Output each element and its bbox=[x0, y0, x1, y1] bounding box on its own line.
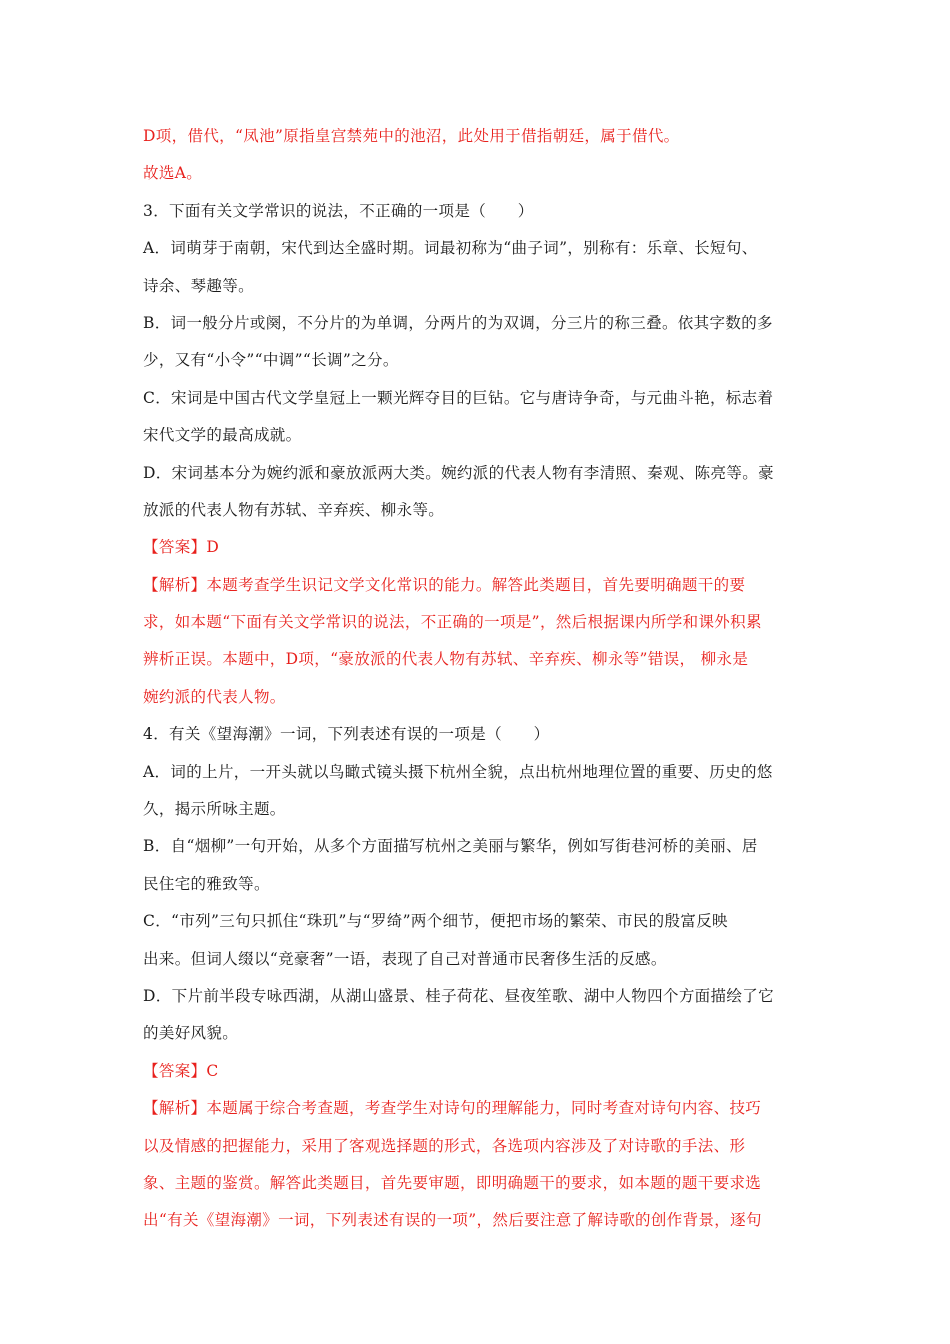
question-3-option-d: D．宋词基本分为婉约派和豪放派两大类。婉约派的代表人物有李清照、秦观、陈亮等。豪 bbox=[143, 463, 774, 482]
text-line: 民住宅的雅致等。 bbox=[143, 874, 270, 893]
text-line: 求，如本题“下面有关文学常识的说法，不正确的一项是”，然后根据课内所学和课外积累 bbox=[143, 613, 762, 632]
question-4-option-a: A．词的上片，一开头就以鸟瞰式镜头摄下杭州全貌，点出杭州地理位置的重要、历史的悠 bbox=[143, 762, 773, 781]
text-line: 故选A。 bbox=[143, 164, 203, 183]
text-line: 宋代文学的最高成就。 bbox=[143, 426, 302, 445]
question-3-option-b: B．词一般分片或阕，不分片的为单调，分两片的为双调，分三片的称三叠。依其字数的多 bbox=[143, 313, 773, 332]
question-4-option-c: C．“市列”三句只抓住“珠玑”与“罗绮”两个细节，便把市场的繁荣、市民的殷富反映 bbox=[143, 912, 728, 931]
question-4-option-d: D．下片前半段专咏西湖，从湖山盛景、桂子荷花、昼夜笙歌、湖中人物四个方面描绘了它 bbox=[143, 986, 774, 1005]
text-line: D项，借代，“凤池”原指皇宫禁苑中的池沼，此处用于借指朝廷，属于借代。 bbox=[143, 127, 680, 145]
question-4-stem: 4．有关《望海潮》一词，下列表述有误的一项是（ ） bbox=[143, 725, 550, 744]
text-line: 象、主题的鉴赏。解答此类题目，首先要审题，即明确题干的要求，如本题的题干要求选 bbox=[143, 1173, 762, 1192]
text-line: 辨析正误。本题中，D项，“豪放派的代表人物有苏轼、辛弃疾、柳永等”错误， 柳永是 bbox=[143, 650, 749, 669]
question-3-stem: 3．下面有关文学常识的说法，不正确的一项是（ ） bbox=[143, 201, 534, 220]
text-line: 出来。但词人缀以“竞豪奢”一语，表现了自己对普通市民奢侈生活的反感。 bbox=[143, 949, 667, 968]
text-line: 婉约派的代表人物。 bbox=[143, 687, 286, 706]
text-line: 久，揭示所咏主题。 bbox=[143, 800, 286, 819]
question-3-option-a: A．词萌芽于南朝，宋代到达全盛时期。词最初称为“曲子词”，别称有：乐章、长短句、 bbox=[143, 239, 758, 258]
text-line: 以及情感的把握能力，采用了客观选择题的形式，各选项内容涉及了对诗歌的手法、形 bbox=[143, 1136, 746, 1155]
question-3-option-c: C．宋词是中国古代文学皇冠上一颗光辉夺目的巨钻。它与唐诗争奇，与元曲斗艳，标志着 bbox=[143, 388, 774, 407]
text-line: 少，又有“小令”“中调”“长调”之分。 bbox=[143, 351, 399, 370]
text-line: 放派的代表人物有苏轼、辛弃疾、柳永等。 bbox=[143, 500, 445, 519]
text-line: 的美好风貌。 bbox=[143, 1024, 239, 1043]
text-line: 出“有关《望海潮》一词，下列表述有误的一项”，然后要注意了解诗歌的创作背景，逐句 bbox=[143, 1211, 762, 1230]
question-4-answer: 【答案】C bbox=[143, 1061, 219, 1080]
document-page bbox=[143, 118, 813, 1240]
question-3-answer: 【答案】D bbox=[143, 538, 220, 557]
text-line: 诗余、琴趣等。 bbox=[143, 276, 254, 295]
question-4-option-b: B．自“烟柳”一句开始，从多个方面描写杭州之美丽与繁华，例如写街巷河桥的美丽、居 bbox=[143, 837, 758, 856]
question-4-analysis: 【解析】本题属于综合考查题，考查学生对诗句的理解能力，同时考查对诗句内容、技巧 bbox=[143, 1099, 762, 1118]
question-3-analysis: 【解析】本题考查学生识记文学文化常识的能力。解答此类题目，首先要明确题干的要 bbox=[143, 575, 746, 594]
